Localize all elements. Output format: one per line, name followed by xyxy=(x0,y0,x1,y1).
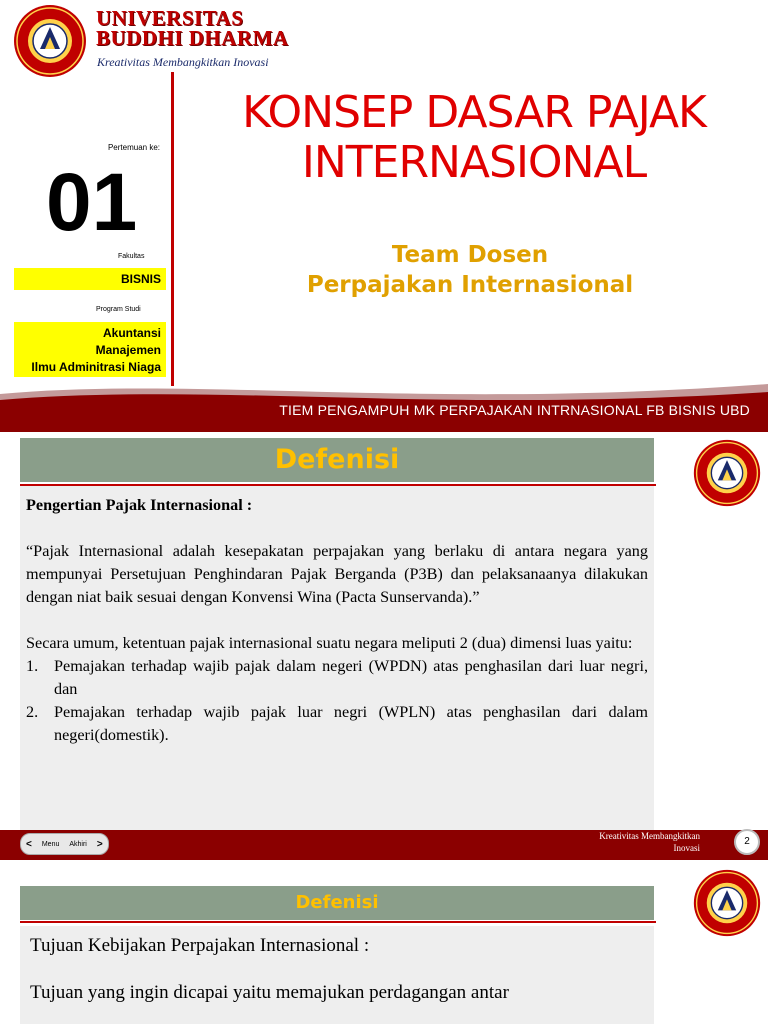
end-button[interactable]: Akhiri xyxy=(69,840,87,848)
content-heading: Pengertian Pajak Internasional : xyxy=(26,496,253,514)
footer-text: TIEM PENGAMPUH MK PERPAJAKAN INTRNASIONAL FB BISNIS UBD xyxy=(279,402,750,418)
list-item: 2. Pemajakan terhadap wajib pajak luar negri (WPLN) atas penghasilan dari dalam negeri(domestik). xyxy=(26,703,648,744)
prev-button[interactable]: < xyxy=(26,838,32,850)
program-label: Program Studi xyxy=(96,306,141,313)
meeting-number: 01 xyxy=(46,157,138,248)
university-logo xyxy=(692,868,762,938)
section-header: Defenisi xyxy=(20,438,654,482)
slide-title: KONSEP DASAR PAJAK INTERNASIONAL xyxy=(242,87,706,188)
list-item: 1. Pemajakan terhadap wajib pajak dalam negeri (WPDN) atas penghasilan dari luar negri, dan xyxy=(26,657,648,698)
next-button[interactable]: > xyxy=(96,838,103,850)
page-number: 2 xyxy=(734,829,760,855)
program-item: Akuntansi xyxy=(102,326,161,340)
university-name: UNIVERSITAS BUDDHI DHARMA xyxy=(96,6,289,50)
content-heading: Tujuan Kebijakan Perpajakan Internasional : xyxy=(30,935,370,956)
faculty-label: Fakultas xyxy=(118,253,145,260)
section-header: Defenisi xyxy=(20,886,654,920)
intro-text: Secara umum, ketentuan pajak internasional suatu negara meliputi 2 (dua) dimensi luas yaitu: xyxy=(26,634,633,652)
slogan: Kreativitas Membangkitkan Inovasi xyxy=(599,831,700,853)
slide-subtitle: Team Dosen Perpajakan Internasional xyxy=(306,242,634,298)
faculty-box: BISNIS xyxy=(14,268,166,290)
definition-slide-2 xyxy=(0,860,768,1024)
university-tagline: Kreativitas Membangkitkan Inovasi xyxy=(97,55,269,69)
university-logo xyxy=(692,438,762,508)
title-slide xyxy=(0,0,768,432)
definition-slide xyxy=(0,432,768,860)
content-box xyxy=(20,926,654,1024)
program-box xyxy=(14,322,166,377)
menu-button[interactable]: Menu xyxy=(41,840,60,848)
program-item: Ilmu Adminitrasi Niaga xyxy=(31,360,161,374)
program-item: Manajemen xyxy=(95,343,161,357)
content-text: Tujuan yang ingin dicapai yaitu memajukan perdagangan antar xyxy=(30,982,509,1003)
navigation-bar xyxy=(20,833,109,855)
definition-quote: “Pajak Internasional adalah kesepakatan perpajakan yang berlaku di antara negara yang mempunyai Persetujuan Penghindaran Pajak Berganda (P3B) dan pelaksanaanya dilakukan dengan niat baik sesuai dengan Konvensi Wina (Pacta Sunservanda).” xyxy=(26,542,648,606)
header-underline xyxy=(20,921,656,923)
meeting-label: Pertemuan ke: xyxy=(107,143,160,152)
divider-line xyxy=(171,72,174,386)
content-box xyxy=(20,486,654,834)
university-logo xyxy=(12,3,88,79)
